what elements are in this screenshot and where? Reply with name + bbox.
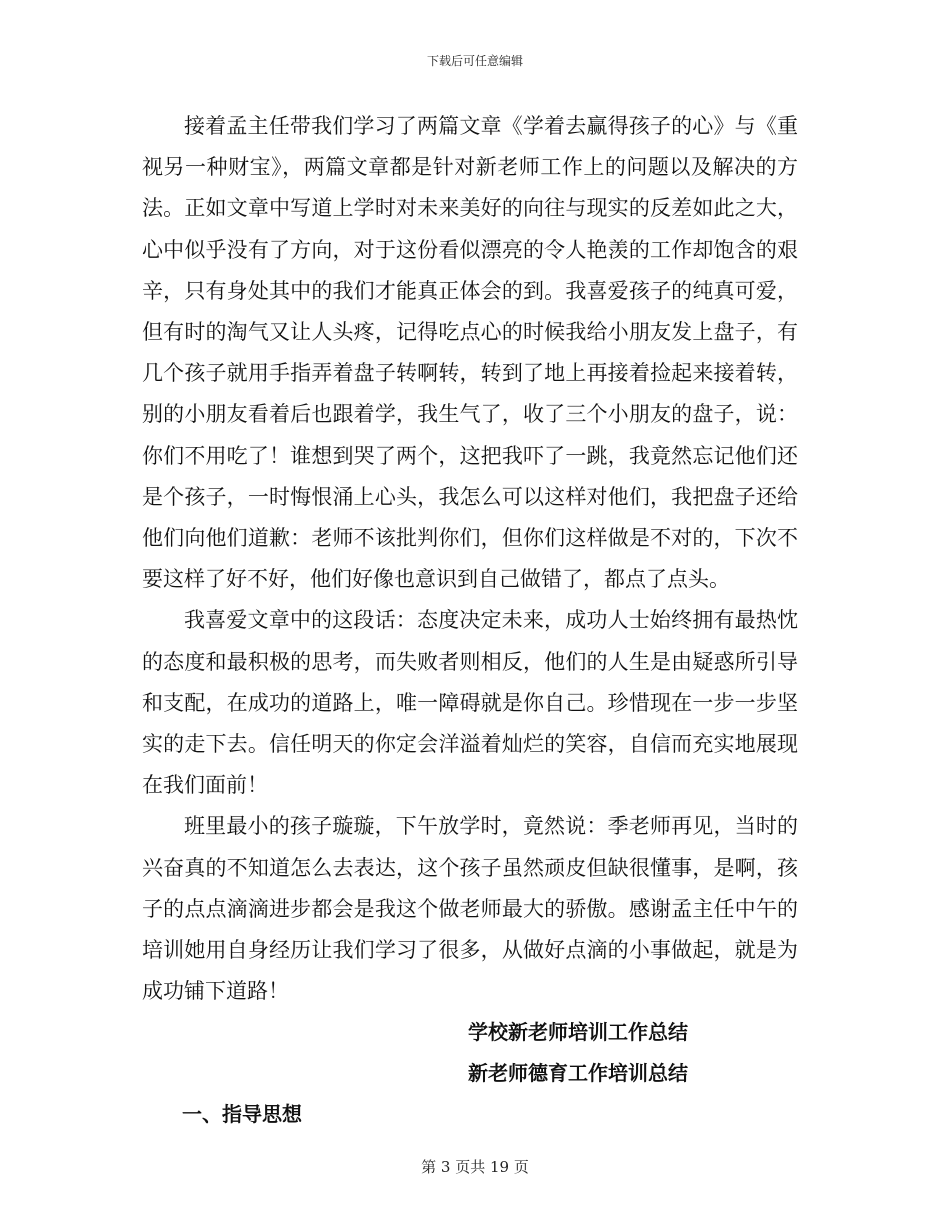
document-title-2: 新老师德育工作培训总结 (468, 1061, 688, 1086)
page-header: 下载后可任意编辑 (426, 54, 523, 68)
paragraph-3: 班里最小的孩子璇璇，下午放学时，竟然说：季老师再见，当时的兴奋真的不知道怎么去表达，这个孩子虽然顽皮但缺很懂事，是啊，孩子的点点滴滴进步都会是我这个做老师最大的骄傲。感谢孟主任中午的培训她用自身经历让我们学习了很多，从做好点滴的小事做起，就是为成功铺下道路！ (142, 814, 798, 1004)
document-body (142, 106, 798, 1135)
document-title-1: 学校新老师培训工作总结 (468, 1020, 688, 1045)
page-footer: 第 3 页共 19 页 (421, 1158, 529, 1176)
paragraph-2: 我喜爱文章中的这段话：态度决定未来，成功人士始终拥有最热忱的态度和最积极的思考，而失败者则相反，他们的人生是由疑惑所引导和支配，在成功的道路上，唯一障碍就是你自己。珍惜现在一步一步坚实的走下去。信任明天的你定会洋溢着灿烂的笑容，自信而充实地展现在我们面前！ (142, 608, 798, 798)
paragraph-1: 接着孟主任带我们学习了两篇文章《学着去赢得孩子的心》与《重视另一种财宝》，两篇文章都是针对新老师工作上的问题以及解决的方法。正如文章中写道上学时对未来美好的向往与现实的反差如此之大，心中似乎没有了方向，对于这份看似漂亮的令人艳羡的工作却饱含的艰辛，只有身处其中的我们才能真正体会的到。我喜爱孩子的纯真可爱，但有时的淘气又让人头疼，记得吃点心的时候我给小朋友发上盘子，有几个孩子就用手指弄着盘子转啊转，转到了地上再接着捡起来接着转，别的小朋友看着后也跟着学，我生气了，收了三个小朋友的盘子，说：你们不用吃了！谁想到哭了两个，这把我吓了一跳，我竟然忘记他们还是个孩子，一时悔恨涌上心头，我怎么可以这样对他们，我把盘子还给他们向他们道歉：老师不该批判你们，但你们这样做是不对的，下次不要这样了好不好，他们好像也意识到自己做错了，都点了点头。 (142, 114, 798, 592)
section-heading: 一、指导思想 (182, 1102, 302, 1127)
